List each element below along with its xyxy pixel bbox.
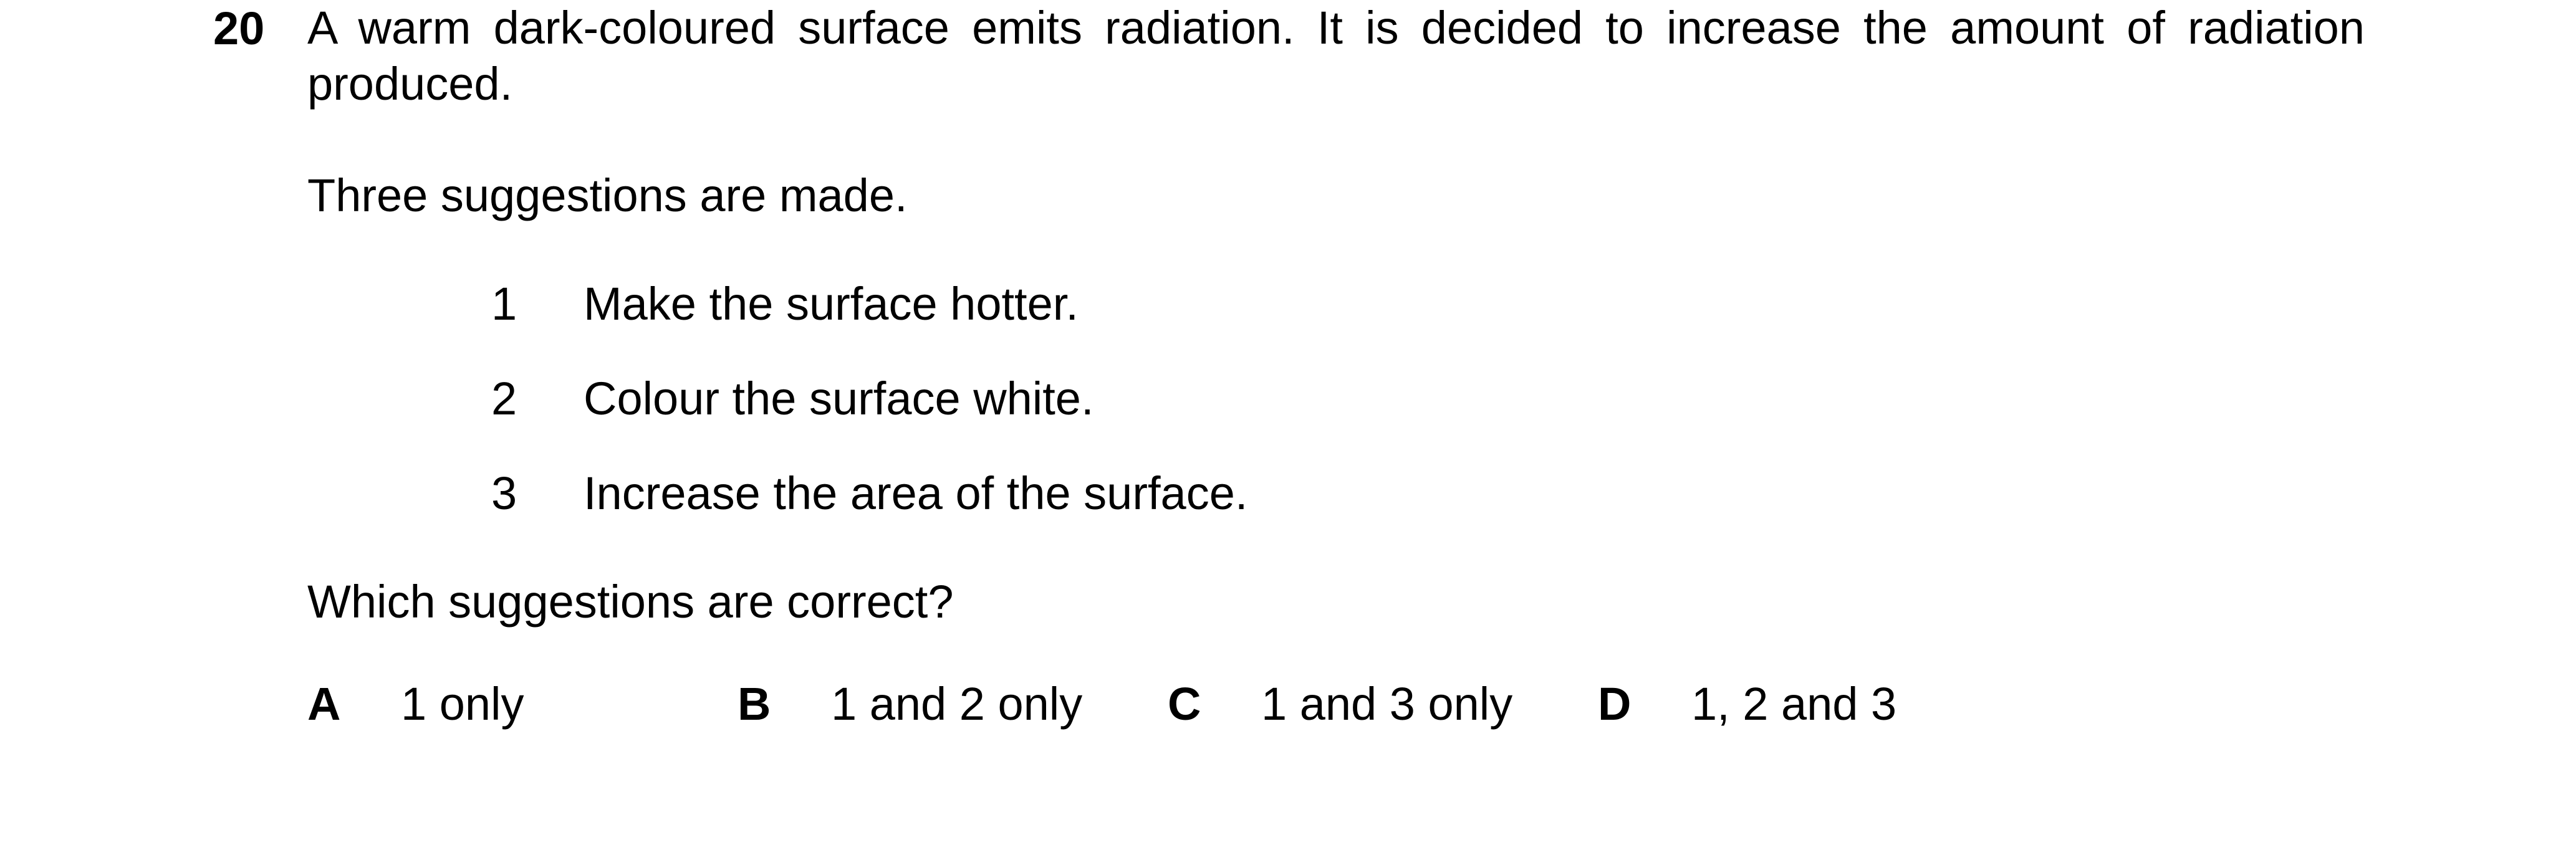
suggestion-3-number: 3 [491, 467, 517, 519]
question-prompt: Which suggestions are correct? [307, 576, 954, 628]
suggestion-1-number: 1 [491, 278, 517, 330]
suggestion-3-text: Increase the area of the surface. [584, 467, 1248, 519]
option-b-text[interactable]: 1 and 2 only [831, 678, 1083, 730]
option-c-text[interactable]: 1 and 3 only [1261, 678, 1513, 730]
question-stem: A warm dark-coloured surface emits radiation. It is decided to increase the amount of radiation produced. [307, 2, 2365, 110]
suggestion-1-text: Make the surface hotter. [584, 278, 1079, 330]
suggestion-2-text: Colour the surface white. [584, 373, 1094, 424]
option-d-text[interactable]: 1, 2 and 3 [1691, 678, 1897, 730]
option-a-letter[interactable]: A [307, 678, 341, 730]
question-number: 20 [213, 2, 265, 54]
suggestions-intro: Three suggestions are made. [307, 170, 908, 221]
suggestion-2-number: 2 [491, 373, 517, 424]
option-b-letter[interactable]: B [738, 678, 771, 730]
option-c-letter[interactable]: C [1168, 678, 1201, 730]
option-d-letter[interactable]: D [1598, 678, 1632, 730]
option-a-text[interactable]: 1 only [401, 678, 524, 730]
